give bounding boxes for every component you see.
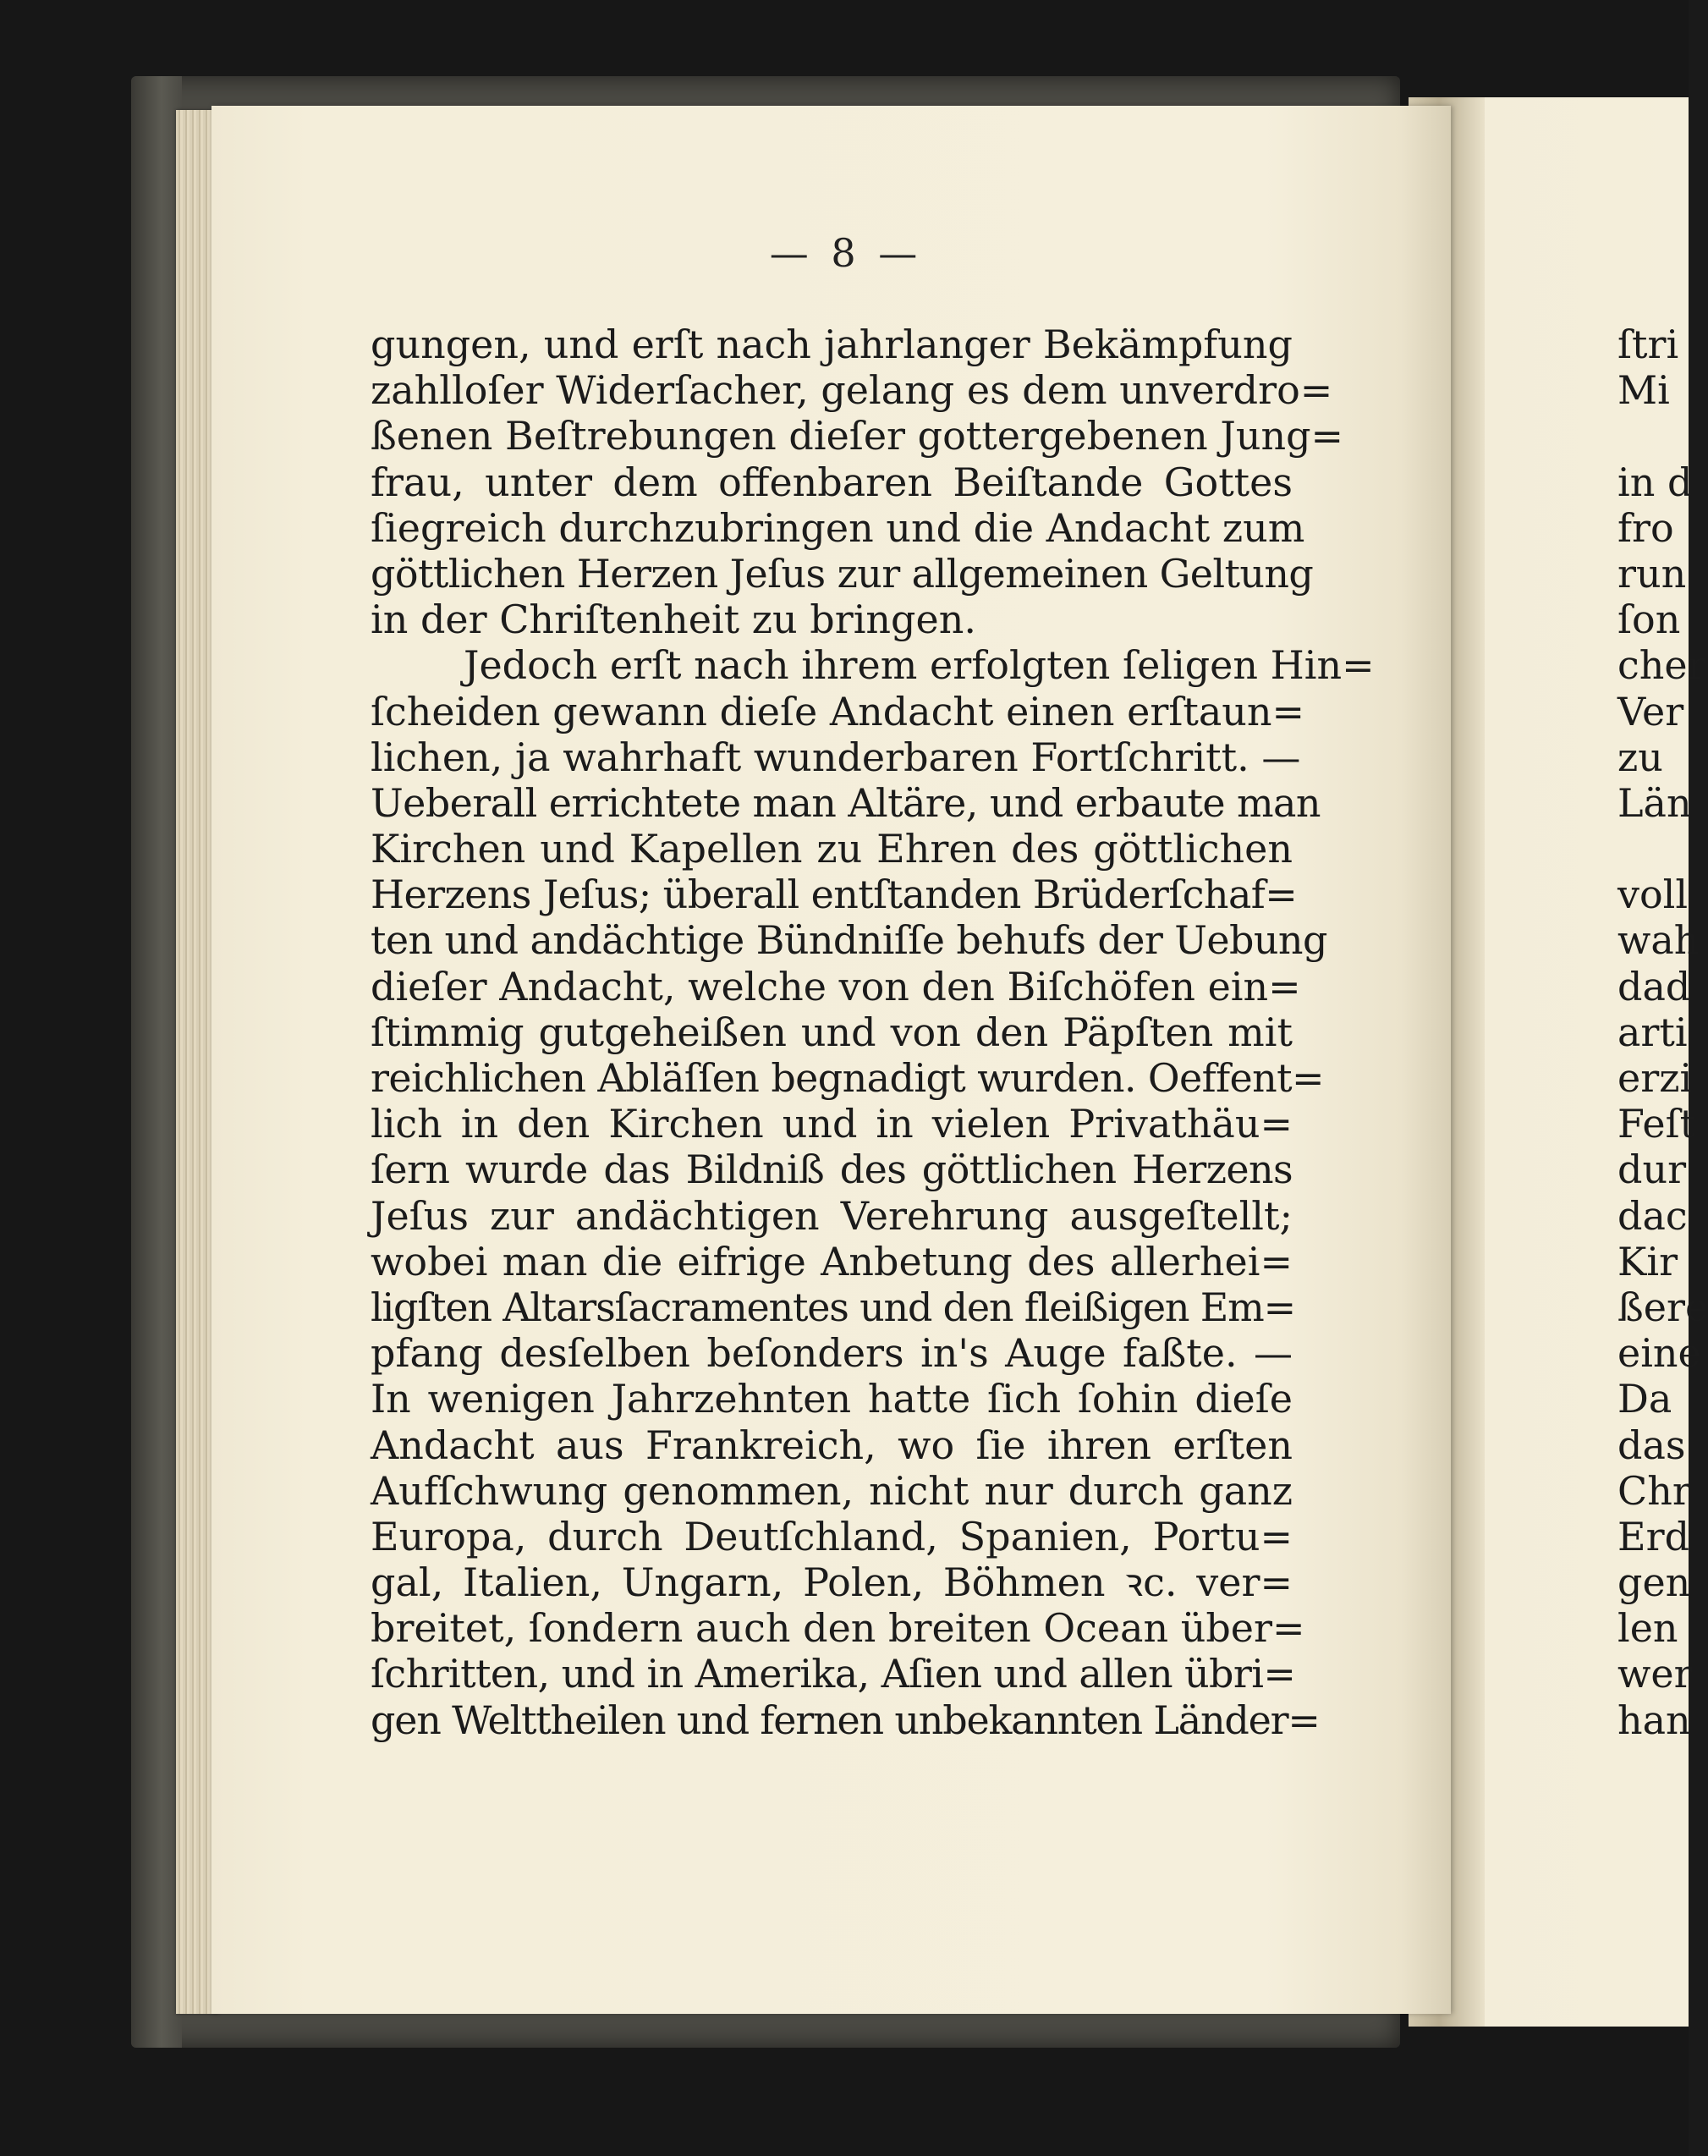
text-line: ßenen Beſtrebungen dieſer gottergebenen Jung= bbox=[371, 413, 1344, 459]
fragment-line: erzi bbox=[1617, 1055, 1693, 1101]
text-line: ſcheiden gewann dieſe Andacht einen erſtaun= bbox=[371, 688, 1305, 734]
text-line: ſchritten, und in Amerika, Aſien und allen übri= bbox=[371, 1651, 1296, 1697]
fragment-line: Chr bbox=[1617, 1467, 1691, 1514]
fragment-line: wah bbox=[1617, 917, 1700, 964]
text-line: zahlloſer Widerſacher, gelang es dem unverdro= bbox=[371, 367, 1333, 414]
fragment-line: voll bbox=[1617, 872, 1689, 918]
text-line: breitet, ſondern auch den breiten Ocean über= bbox=[371, 1605, 1305, 1652]
fragment-line: in d bbox=[1617, 459, 1693, 505]
fragment-line: Ver bbox=[1617, 688, 1684, 734]
fragment-line: fro bbox=[1617, 504, 1674, 551]
fragment-line: Mi bbox=[1617, 367, 1670, 414]
fragment-line: Da bbox=[1617, 1376, 1672, 1422]
text-line: lichen, ja wahrhaft wunderbaren Fortſchritt. — bbox=[371, 734, 1301, 780]
text-line: ligſten Altarsſacramentes und den fleißigen Em= bbox=[371, 1284, 1295, 1330]
fragment-line: len bbox=[1617, 1605, 1678, 1652]
text-line: Herzens Jeſus; überall entſtanden Brüderſchaf= bbox=[371, 872, 1298, 918]
text-line: wobei man die eifrige Anbetung des allerhei= bbox=[371, 1238, 1293, 1284]
fragment-line: ſon bbox=[1617, 597, 1681, 643]
text-line: ſiegreich durchzubringen und die Andacht zum bbox=[371, 504, 1305, 551]
fragment-line: zu bbox=[1617, 734, 1663, 780]
facing-page-text-fragment bbox=[1617, 322, 1708, 1743]
fragment-line: ſtri bbox=[1617, 322, 1679, 367]
text-line: ten und andächtige Bündniſſe behufs der Uebung bbox=[371, 917, 1327, 964]
text-line: gen Welttheilen und fernen unbekannten Länder= bbox=[371, 1697, 1320, 1743]
fragment-line: arti bbox=[1617, 1009, 1688, 1055]
fragment-line: cher bbox=[1617, 642, 1706, 689]
text-line: Kirchen und Kapellen zu Ehren des göttlichen bbox=[371, 826, 1293, 872]
paragraph-start-line: Jedoch erſt nach ihrem erfolgten ſeligen Hin= bbox=[464, 642, 1375, 689]
body-text bbox=[371, 322, 1375, 1743]
fragment-line: Erd bbox=[1617, 1513, 1690, 1559]
fragment-line: das bbox=[1617, 1422, 1686, 1468]
fragment-line: wer bbox=[1617, 1651, 1693, 1697]
text-line: Jeſus zur andächtigen Verehrung ausgeſtellt; bbox=[371, 1192, 1293, 1239]
text-line: Europa, durch Deutſchland, Spanien, Portu= bbox=[371, 1513, 1293, 1559]
text-line: reichlichen Abläſſen begnadigt wurden. Oeffent= bbox=[371, 1055, 1324, 1101]
fragment-line: Feſt bbox=[1617, 1101, 1696, 1147]
text-line: lich in den Kirchen und in vielen Privathäu= bbox=[371, 1101, 1293, 1147]
fragment-line bbox=[1617, 413, 1694, 459]
fragment-line: ßere bbox=[1617, 1284, 1708, 1330]
fragment-line: Kir bbox=[1617, 1238, 1678, 1284]
fragment-line: dad bbox=[1617, 963, 1691, 1009]
text-line: Andacht aus Frankreich, wo ſie ihren erſten bbox=[371, 1422, 1293, 1468]
text-line: ſtimmig gutgeheißen und von den Päpſten mit bbox=[371, 1009, 1293, 1055]
page-number-header: — 8 — bbox=[769, 230, 923, 276]
fragment-line: eine bbox=[1617, 1330, 1701, 1377]
text-line: göttlichen Herzen Jeſus zur allgemeinen Geltung bbox=[371, 550, 1314, 597]
fragment-line: run bbox=[1617, 550, 1687, 597]
text-line: frau, unter dem offenbaren Beiſtande Gottes bbox=[371, 459, 1293, 505]
text-line: gungen, und erſt nach jahrlanger Bekämpfung bbox=[371, 322, 1293, 367]
fragment-line: Län bbox=[1617, 779, 1692, 826]
text-line: pfang desſelben beſonders in's Auge faßte. — bbox=[371, 1330, 1293, 1377]
fragment-line: gen bbox=[1617, 1559, 1691, 1606]
text-line: Ueberall errichtete man Altäre, und erbaute man bbox=[371, 779, 1321, 826]
text-line: Aufſchwung genommen, nicht nur durch ganz bbox=[371, 1467, 1293, 1514]
text-line: In wenigen Jahrzehnten hatte ſich ſohin dieſe bbox=[371, 1376, 1293, 1422]
fragment-line: han bbox=[1617, 1697, 1691, 1743]
text-line: gal, Italien, Ungarn, Polen, Böhmen ꝛc. ver= bbox=[371, 1559, 1293, 1606]
text-line: dieſer Andacht, welche von den Biſchöfen ein= bbox=[371, 963, 1301, 1009]
fragment-line bbox=[1617, 826, 1694, 872]
text-line: ſern wurde das Bildniß des göttlichen Herzens bbox=[371, 1147, 1293, 1193]
cover-spine-edge bbox=[131, 76, 182, 2048]
fragment-line: dac bbox=[1617, 1192, 1688, 1239]
fragment-line: dur bbox=[1617, 1147, 1687, 1193]
text-line: in der Chriſtenheit zu bringen. bbox=[371, 597, 976, 643]
